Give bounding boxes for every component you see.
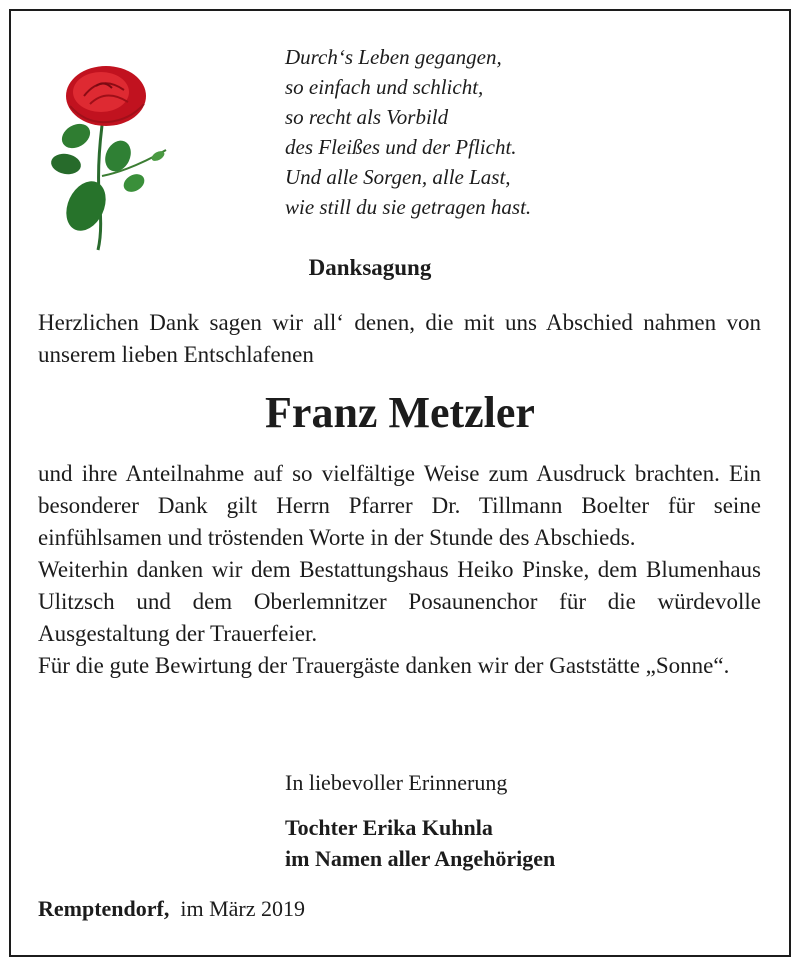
poem-line: so recht als Vorbild: [285, 105, 449, 129]
date: im März 2019: [180, 896, 306, 921]
place-date: [38, 896, 305, 922]
poem-line: so einfach und schlicht,: [285, 75, 484, 99]
poem-line: Und alle Sorgen, alle Last,: [285, 165, 511, 189]
place: Remptendorf,: [38, 896, 170, 921]
intro-paragraph: Herzlichen Dank sagen wir all‘ denen, die mit uns Abschied nahmen von unserem lieben Entschlafenen: [38, 310, 761, 367]
body-paragraph: und ihre Anteilnahme auf so vielfältige Weise zum Ausdruck brachten. Ein besonderer Dank gilt Herrn Pfarrer Dr. Tillmann Boelter für seine einfühlsamen und tröstenden Worte in der Stunde des Abschieds.: [38, 461, 761, 550]
poem: [285, 42, 531, 222]
body-paragraph: Für die gute Bewirtung der Trauergäste danken wir der Gaststätte „Sonne“.: [38, 653, 730, 678]
signature-block: [285, 812, 555, 874]
signer-note: im Namen aller Angehörigen: [285, 846, 556, 871]
body-text: [38, 458, 761, 682]
poem-line: Durch‘s Leben gegangen,: [285, 45, 502, 69]
signer-name: Tochter Erika Kuhnla: [285, 815, 493, 840]
rose-image: [46, 58, 178, 254]
deceased-name: Franz Metzler: [265, 388, 535, 437]
heading-danksagung: Danksagung: [308, 255, 432, 280]
closing-line: In liebevoller Erinnerung: [285, 770, 508, 795]
poem-line: des Fleißes und der Pflicht.: [285, 135, 517, 159]
body-paragraph: Weiterhin danken wir dem Bestattungshaus Heiko Pinske, dem Blumenhaus Ulitzsch und dem Oberlemnitzer Posaunenchor für die würdevolle Ausgestaltung der Trauerfeier.: [38, 557, 761, 646]
poem-line: wie still du sie getragen hast.: [285, 195, 532, 219]
